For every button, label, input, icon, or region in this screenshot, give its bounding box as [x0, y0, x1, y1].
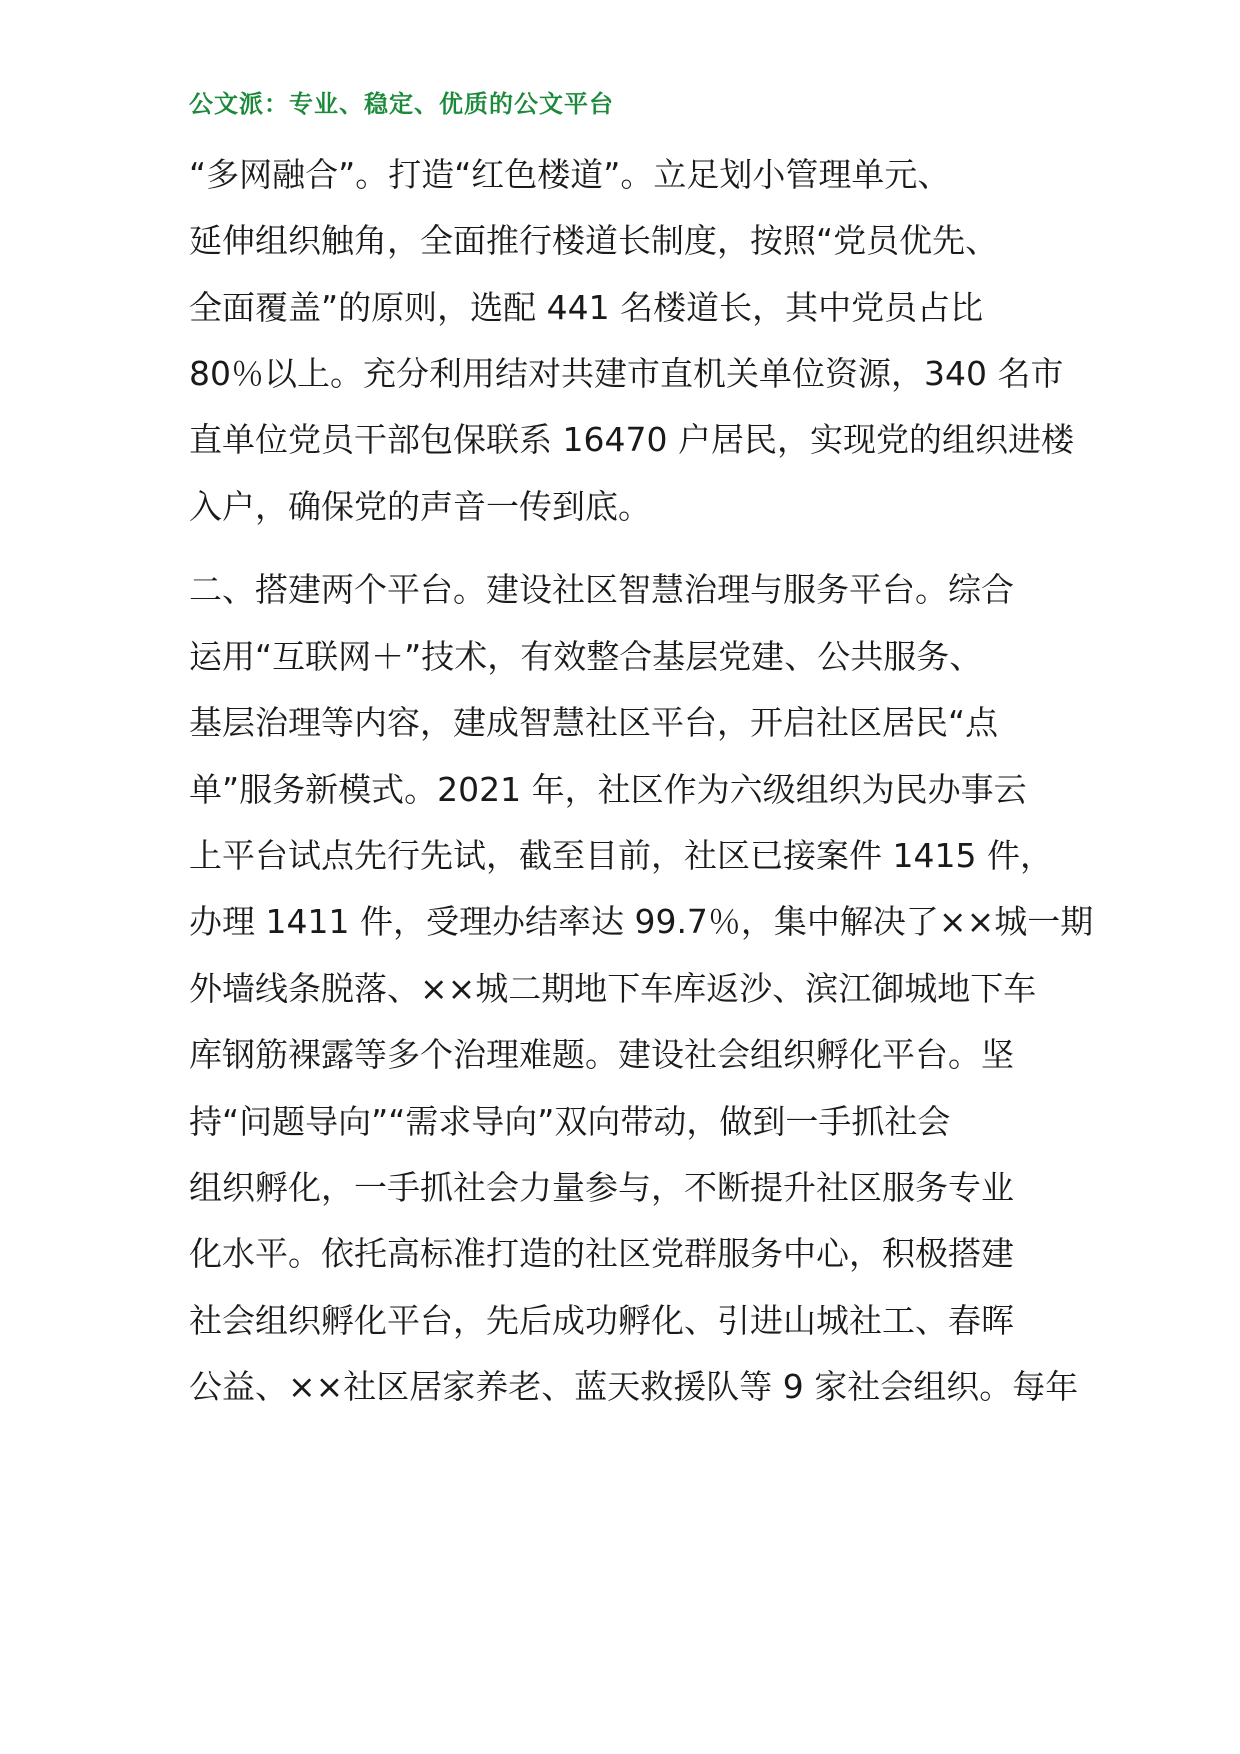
body-line-10: 单”服务新模式。2021 年，社区作为六级组织为民办事云	[189, 770, 1027, 809]
body-line-5: 直单位党员干部包保联系 16470 户居民，实现党的组织进楼	[189, 420, 1074, 459]
body-line-3: 全面覆盖”的原则，选配 441 名楼道长，其中党员占比	[189, 288, 984, 327]
body-line-4: 80％以上。充分利用结对共建市直机关单位资源，340 名市	[189, 354, 1064, 393]
body-line-9: 基层治理等内容，建成智慧社区平台，开启社区居民“点	[189, 703, 999, 742]
body-line-1: “多网融合”。打造“红色楼道”。立足划小管理单元、	[189, 155, 951, 194]
body-line-2: 延伸组织触角，全面推行楼道长制度，按照“党员优先、	[189, 221, 999, 260]
body-line-8: 运用“互联网＋”技术，有效整合基层党建、公共服务、	[189, 637, 983, 676]
page-header: 公文派：专业、稳定、优质的公文平台	[189, 90, 614, 118]
body-line-18: 社会组织孵化平台，先后成功孵化、引进山城社工、春晖	[189, 1301, 1014, 1340]
body-line-6: 入户，确保党的声音一传到底。	[189, 487, 651, 526]
body-line-11: 上平台试点先行先试，截至目前，社区已接案件 1415 件，	[189, 836, 1053, 875]
body-line-15: 持“问题导向”“需求导向”双向带动，做到一手抓社会	[189, 1102, 951, 1141]
body-line-12: 办理 1411 件，受理办结率达 99.7％，集中解决了××城一期	[189, 902, 1094, 941]
body-line-13: 外墙线条脱落、××城二期地下车库返沙、滨江御城地下车	[189, 969, 1037, 1008]
body-line-16: 组织孵化，一手抓社会力量参与，不断提升社区服务专业	[189, 1168, 1014, 1207]
body-line-19: 公益、××社区居家养老、蓝天救援队等 9 家社会组织。每年	[189, 1367, 1079, 1406]
body-line-17: 化水平。依托高标准打造的社区党群服务中心，积极搭建	[189, 1234, 1014, 1273]
body-line-7: 二、搭建两个平台。建设社区智慧治理与服务平台。综合	[189, 570, 1014, 609]
body-line-14: 库钢筋裸露等多个治理难题。建设社会组织孵化平台。坚	[189, 1035, 1014, 1074]
